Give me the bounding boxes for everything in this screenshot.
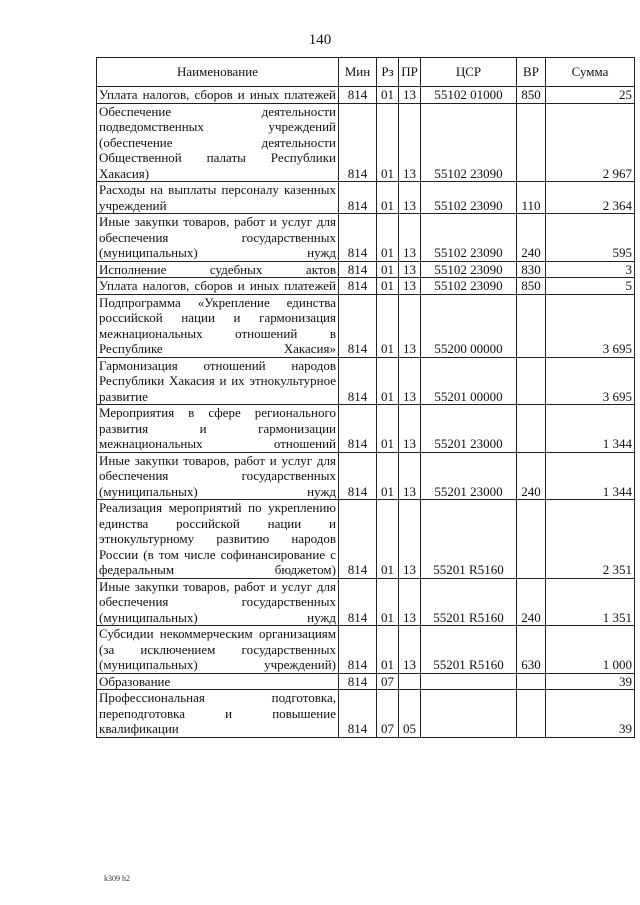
cell-rz: 01 bbox=[377, 103, 399, 182]
cell-name: Субсидии некоммерческим организациям (за исключением государственных (муниципальных) учреждений) bbox=[97, 626, 339, 674]
cell-vr: 240 bbox=[517, 578, 546, 626]
table-row bbox=[97, 214, 635, 262]
cell-min: 814 bbox=[339, 278, 377, 295]
cell-vr: 240 bbox=[517, 214, 546, 262]
cell-rz: 07 bbox=[377, 690, 399, 738]
cell-min: 814 bbox=[339, 261, 377, 278]
table-row bbox=[97, 294, 635, 357]
cell-rz: 01 bbox=[377, 500, 399, 579]
cell-sum: 39 bbox=[546, 690, 635, 738]
cell-pr: 13 bbox=[399, 214, 421, 262]
cell-rz: 01 bbox=[377, 214, 399, 262]
cell-csr: 55201 R5160 bbox=[421, 578, 517, 626]
cell-min: 814 bbox=[339, 294, 377, 357]
cell-csr: 55102 23090 bbox=[421, 261, 517, 278]
table-row bbox=[97, 357, 635, 405]
cell-pr: 13 bbox=[399, 626, 421, 674]
cell-vr: 850 bbox=[517, 278, 546, 295]
cell-pr: 13 bbox=[399, 405, 421, 453]
cell-pr: 13 bbox=[399, 578, 421, 626]
cell-rz: 01 bbox=[377, 405, 399, 453]
cell-csr: 55201 23000 bbox=[421, 405, 517, 453]
cell-pr: 13 bbox=[399, 357, 421, 405]
cell-pr: 13 bbox=[399, 500, 421, 579]
cell-pr: 13 bbox=[399, 294, 421, 357]
cell-rz: 07 bbox=[377, 673, 399, 690]
cell-csr: 55201 23000 bbox=[421, 452, 517, 500]
cell-name: Образование bbox=[97, 673, 339, 690]
cell-csr: 55102 23090 bbox=[421, 214, 517, 262]
cell-min: 814 bbox=[339, 214, 377, 262]
cell-vr bbox=[517, 673, 546, 690]
cell-pr: 13 bbox=[399, 103, 421, 182]
cell-min: 814 bbox=[339, 626, 377, 674]
cell-csr: 55102 23090 bbox=[421, 103, 517, 182]
table-row bbox=[97, 103, 635, 182]
cell-name: Гармонизация отношений народов Республики Хакасия и их этнокультурное развитие bbox=[97, 357, 339, 405]
cell-vr bbox=[517, 294, 546, 357]
cell-rz: 01 bbox=[377, 452, 399, 500]
header-sum: Сумма bbox=[546, 58, 635, 87]
cell-name: Мероприятия в сфере регионального развития и гармонизации межнациональных отношений bbox=[97, 405, 339, 453]
cell-name: Уплата налогов, сборов и иных платежей bbox=[97, 87, 339, 104]
header-csr: ЦСР bbox=[421, 58, 517, 87]
cell-csr: 55200 00000 bbox=[421, 294, 517, 357]
table-row bbox=[97, 626, 635, 674]
cell-name: Уплата налогов, сборов и иных платежей bbox=[97, 278, 339, 295]
cell-vr bbox=[517, 103, 546, 182]
cell-min: 814 bbox=[339, 103, 377, 182]
cell-vr: 110 bbox=[517, 182, 546, 214]
table-row bbox=[97, 690, 635, 738]
cell-min: 814 bbox=[339, 690, 377, 738]
cell-vr: 630 bbox=[517, 626, 546, 674]
cell-csr: 55102 23090 bbox=[421, 278, 517, 295]
cell-vr bbox=[517, 405, 546, 453]
cell-name: Иные закупки товаров, работ и услуг для обеспечения государственных (муниципальных) нужд bbox=[97, 578, 339, 626]
cell-name: Реализация мероприятий по укреплению единства российской нации и этнокультурному развитию народов России (в том числе софинансирование с федеральным бюджетом) bbox=[97, 500, 339, 579]
cell-name: Иные закупки товаров, работ и услуг для обеспечения государственных (муниципальных) нужд bbox=[97, 214, 339, 262]
cell-pr: 13 bbox=[399, 452, 421, 500]
header-name: Наименование bbox=[97, 58, 339, 87]
header-min: Мин bbox=[339, 58, 377, 87]
cell-vr bbox=[517, 357, 546, 405]
cell-vr bbox=[517, 500, 546, 579]
cell-min: 814 bbox=[339, 452, 377, 500]
cell-sum: 3 695 bbox=[546, 294, 635, 357]
cell-csr: 55102 01000 bbox=[421, 87, 517, 104]
cell-rz: 01 bbox=[377, 357, 399, 405]
table-row bbox=[97, 261, 635, 278]
cell-csr: 55201 R5160 bbox=[421, 626, 517, 674]
cell-sum: 5 bbox=[546, 278, 635, 295]
cell-csr: 55201 00000 bbox=[421, 357, 517, 405]
cell-rz: 01 bbox=[377, 278, 399, 295]
cell-pr: 13 bbox=[399, 182, 421, 214]
cell-sum: 1 344 bbox=[546, 405, 635, 453]
cell-sum: 39 bbox=[546, 673, 635, 690]
cell-sum: 2 351 bbox=[546, 500, 635, 579]
cell-csr: 55102 23090 bbox=[421, 182, 517, 214]
cell-sum: 2 364 bbox=[546, 182, 635, 214]
cell-name: Расходы на выплаты персоналу казенных учреждений bbox=[97, 182, 339, 214]
cell-pr: 05 bbox=[399, 690, 421, 738]
cell-rz: 01 bbox=[377, 87, 399, 104]
header-rz: Рз bbox=[377, 58, 399, 87]
cell-vr: 240 bbox=[517, 452, 546, 500]
cell-sum: 2 967 bbox=[546, 103, 635, 182]
cell-vr bbox=[517, 690, 546, 738]
header-vr: ВР bbox=[517, 58, 546, 87]
cell-min: 814 bbox=[339, 87, 377, 104]
table-body bbox=[97, 87, 635, 738]
cell-sum: 3 bbox=[546, 261, 635, 278]
cell-rz: 01 bbox=[377, 294, 399, 357]
table-row bbox=[97, 278, 635, 295]
table-row bbox=[97, 87, 635, 104]
header-pr: ПР bbox=[399, 58, 421, 87]
cell-rz: 01 bbox=[377, 182, 399, 214]
cell-csr: 55201 R5160 bbox=[421, 500, 517, 579]
footer-code: k309 h2 bbox=[104, 874, 130, 883]
cell-rz: 01 bbox=[377, 578, 399, 626]
cell-csr bbox=[421, 690, 517, 738]
cell-min: 814 bbox=[339, 500, 377, 579]
budget-table bbox=[96, 57, 635, 738]
cell-sum: 25 bbox=[546, 87, 635, 104]
cell-name: Подпрограмма «Укрепление единства российской нации и гармонизация межнациональных отношений в Республике Хакасия» bbox=[97, 294, 339, 357]
table-row bbox=[97, 452, 635, 500]
cell-rz: 01 bbox=[377, 261, 399, 278]
table-row bbox=[97, 673, 635, 690]
table-row bbox=[97, 405, 635, 453]
cell-min: 814 bbox=[339, 405, 377, 453]
cell-sum: 1 351 bbox=[546, 578, 635, 626]
cell-sum: 1 000 bbox=[546, 626, 635, 674]
cell-pr bbox=[399, 673, 421, 690]
cell-csr bbox=[421, 673, 517, 690]
cell-sum: 3 695 bbox=[546, 357, 635, 405]
cell-sum: 1 344 bbox=[546, 452, 635, 500]
cell-vr: 850 bbox=[517, 87, 546, 104]
cell-rz: 01 bbox=[377, 626, 399, 674]
cell-min: 814 bbox=[339, 357, 377, 405]
cell-sum: 595 bbox=[546, 214, 635, 262]
cell-pr: 13 bbox=[399, 87, 421, 104]
cell-min: 814 bbox=[339, 578, 377, 626]
cell-min: 814 bbox=[339, 182, 377, 214]
page-number: 140 bbox=[308, 32, 332, 48]
cell-name: Исполнение судебных актов bbox=[97, 261, 339, 278]
cell-pr: 13 bbox=[399, 261, 421, 278]
cell-pr: 13 bbox=[399, 278, 421, 295]
cell-name: Иные закупки товаров, работ и услуг для обеспечения государственных (муниципальных) нужд bbox=[97, 452, 339, 500]
table-header-row bbox=[97, 58, 635, 87]
table-row bbox=[97, 500, 635, 579]
cell-name: Обеспечение деятельности подведомственных учреждений (обеспечение деятельности Общественной палаты Республики Хакасия) bbox=[97, 103, 339, 182]
cell-vr: 830 bbox=[517, 261, 546, 278]
table-row bbox=[97, 578, 635, 626]
cell-min: 814 bbox=[339, 673, 377, 690]
table-row bbox=[97, 182, 635, 214]
cell-name: Профессиональная подготовка, переподготовка и повышение квалификации bbox=[97, 690, 339, 738]
